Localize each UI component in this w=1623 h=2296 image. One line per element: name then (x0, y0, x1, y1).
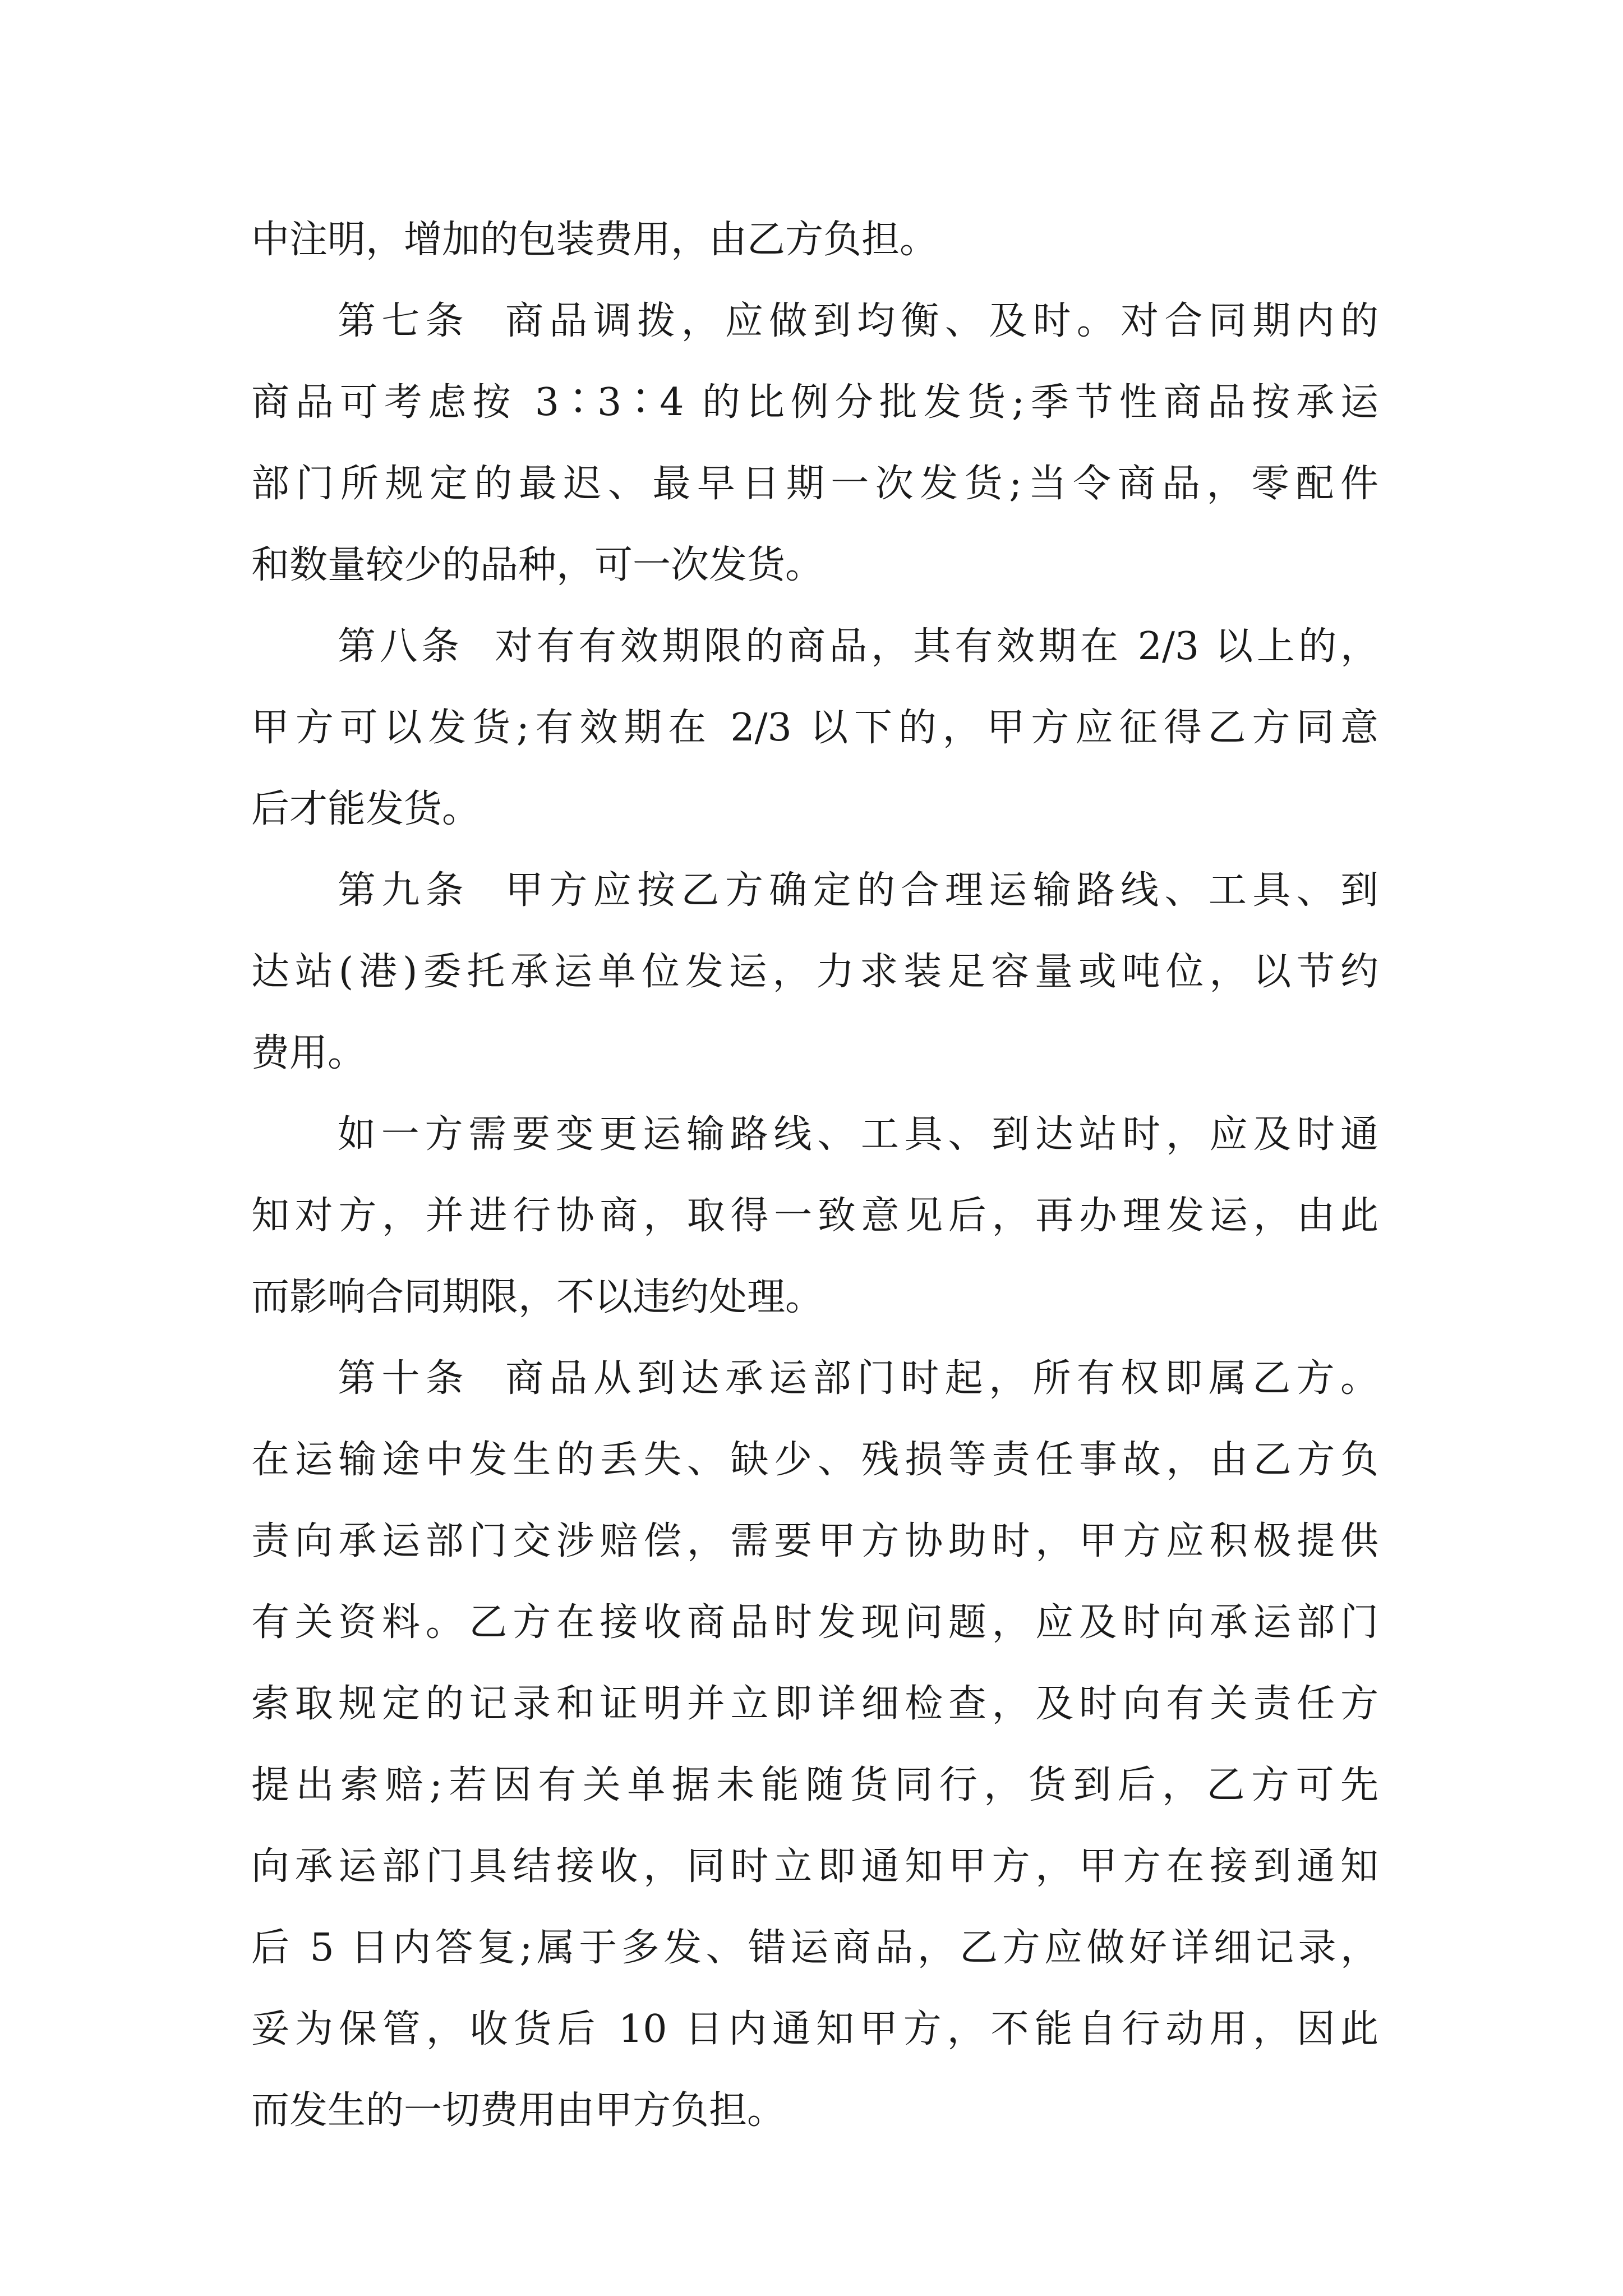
text-line: 费用。 (251, 1031, 366, 1075)
text-line: 有关资料。乙方在接收商品时发现问题，应及时向承运部门 (251, 1600, 1378, 1645)
text-line: 而影响合同期限，不以违约处理。 (251, 1275, 824, 1319)
text-line: 索取规定的记录和证明并立即详细检查，及时向有关责任方 (251, 1682, 1378, 1726)
text-line: 向承运部门具结接收，同时立即通知甲方，甲方在接到通知 (251, 1844, 1378, 1889)
text-line: 知对方，并进行协商，取得一致意见后，再办理发运，由此 (251, 1194, 1378, 1238)
text-line: 提出索赔;若因有关单据未能随货同行，货到后，乙方可先 (251, 1763, 1378, 1807)
contract-text (251, 199, 1378, 2151)
text-line: 达站(港)委托承运单位发运，力求装足容量或吨位，以节约 (251, 950, 1378, 994)
text-line: 而发生的一切费用由甲方负担。 (251, 2088, 786, 2133)
text-line: 后 5 日内答复;属于多发、错运商品，乙方应做好详细记录， (251, 1926, 1378, 1970)
clause-9-heading-line: 第九条 甲方应按乙方确定的合理运输路线、工具、到 (338, 868, 1378, 913)
clause-8-heading-line: 第八条 对有有效期限的商品，其有效期在 2/3 以上的， (338, 624, 1378, 669)
clause-10-heading-line: 第十条 商品从到达承运部门时起，所有权即属乙方。 (338, 1356, 1378, 1401)
text-line: 部门所规定的最迟、最早日期一次发货;当令商品，零配件 (251, 462, 1378, 506)
text-line: 甲方可以发货;有效期在 2/3 以下的，甲方应征得乙方同意 (251, 706, 1378, 750)
text-line: 和数量较少的品种，可一次发货。 (251, 543, 824, 587)
clause-7-heading-line: 第七条 商品调拨，应做到均衡、及时。对合同期内的 (338, 299, 1378, 343)
text-line: 后才能发货。 (251, 787, 481, 831)
paragraph-first-line: 如一方需要变更运输路线、工具、到达站时，应及时通 (338, 1112, 1378, 1157)
text-line: 责向承运部门交涉赔偿，需要甲方协助时，甲方应积极提供 (251, 1519, 1378, 1563)
text-line: 商品可考虑按 3∶3∶4 的比例分批发货;季节性商品按承运 (251, 380, 1378, 425)
text-line: 中注明，增加的包装费用，由乙方负担。 (251, 218, 938, 262)
text-line: 妥为保管，收货后 10 日内通知甲方，不能自行动用，因此 (251, 2007, 1378, 2051)
text-line: 在运输途中发生的丢失、缺少、残损等责任事故，由乙方负 (251, 1438, 1378, 1482)
